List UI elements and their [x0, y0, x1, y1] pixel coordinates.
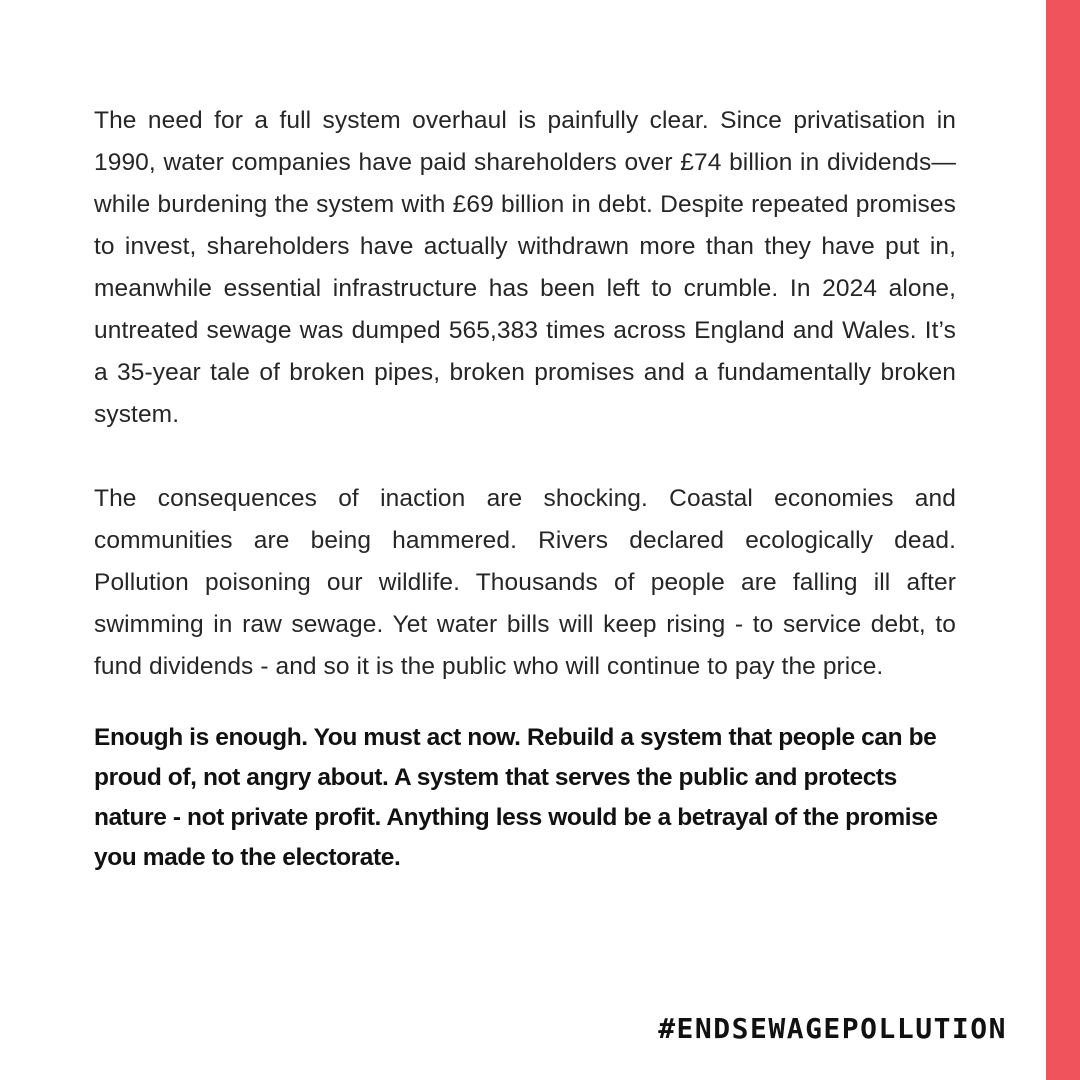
accent-bar	[1046, 0, 1080, 1080]
letter-body	[94, 100, 956, 878]
paragraph-call-to-action: Enough is enough. You must act now. Rebuild a system that people can be proud of, not angry about. A system that serves the public and protects nature - not private profit. Anything less would be a betrayal of the promise you made to the electorate.	[94, 724, 938, 871]
paragraph-overhaul: The need for a full system overhaul is painfully clear. Since privatisation in 1990, water companies have paid shareholders over £74 billion in dividends—while burdening the system with £69 billion in debt. Despite repeated promises to invest, shareholders have actually withdrawn more than they have put in, meanwhile essential infrastructure has been left to crumble. In 2024 alone, untreated sewage was dumped 565,383 times across England and Wales. It’s a 35-year tale of broken pipes, broken promises and a fundamentally broken system.	[94, 107, 956, 428]
paragraph-consequences: The consequences of inaction are shocking. Coastal economies and communities are being hammered. Rivers declared ecologically dead. Pollution poisoning our wildlife. Thousands of people are falling ill after swimming in raw sewage. Yet water bills will keep rising - to service debt, to fund dividends - and so it is the public who will continue to pay the price.	[94, 485, 956, 680]
campaign-hashtag: #ENDSEWAGEPOLLUTION	[658, 1012, 1007, 1045]
